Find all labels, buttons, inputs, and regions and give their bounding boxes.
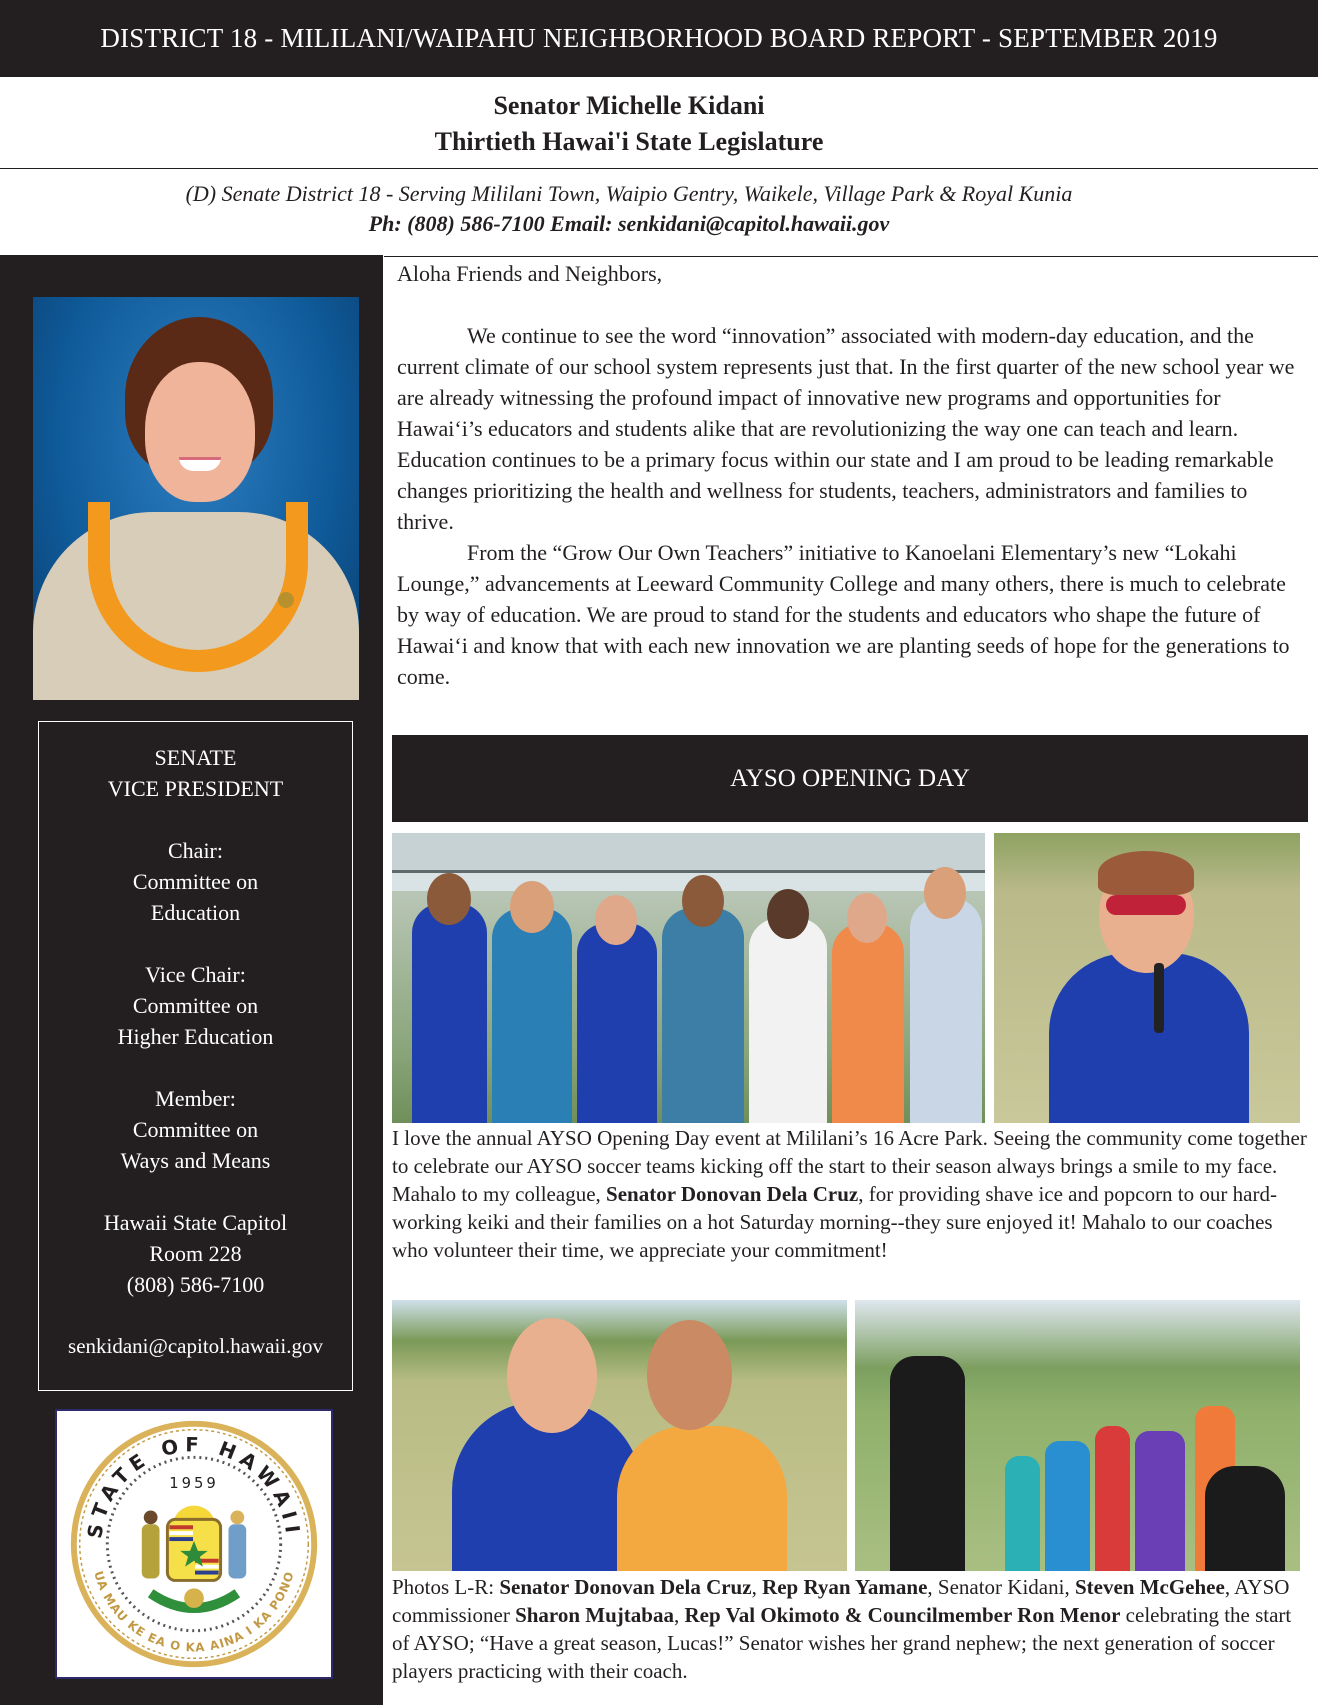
role-line: Committee on xyxy=(132,869,259,894)
letter-body xyxy=(397,258,1302,692)
senator-info-box xyxy=(38,721,353,1391)
role-line: Ways and Means xyxy=(120,1148,271,1173)
role-label: Member: xyxy=(155,1086,236,1111)
speaker-photo xyxy=(994,833,1300,1123)
senator-header xyxy=(0,88,1258,160)
letter-paragraph: From the “Grow Our Own Teachers” initiative to Kanoelani Elementary’s new “Lokahi Lounge,” advancements at Leeward Community College and many others, there is much to celebrate by way of education. We are proud to stand for the students and educators who shape the future of Hawai‘i and know that with each new innovation we are planting seeds of hope for the generations to come. xyxy=(397,540,1290,689)
caption-text: celebrating the start of AYSO; “Have a great season, Lucas!” Senator wishes her grand nephew; the next generation of soccer players practicing with their coach. xyxy=(392,1603,1292,1683)
caption-name: Steven McGehee xyxy=(1074,1575,1225,1599)
role-vice-chair xyxy=(39,959,352,1052)
seal-top-text: STATE OF HAWAII xyxy=(83,1433,305,1541)
role-label: Vice Chair: xyxy=(145,962,246,987)
caption-name: Senator Donovan Dela Cruz xyxy=(499,1575,752,1599)
content-divider xyxy=(384,256,1318,257)
caption-text: , for providing shave ice and popcorn to our hard-working keiki and their families on a hot Saturday morning--they sure enjoyed it! Mahalo to our coaches who volunteer their time, we appreciate your commitment! xyxy=(392,1182,1277,1262)
office-room: Room 228 xyxy=(149,1241,242,1266)
role-member xyxy=(39,1083,352,1176)
role-label: Chair: xyxy=(168,838,223,863)
office-building: Hawaii State Capitol xyxy=(103,1210,288,1235)
senator-portrait xyxy=(33,297,359,700)
role-line: Committee on xyxy=(132,993,259,1018)
caption-text: , Senator Kidani, xyxy=(927,1575,1075,1599)
practice-photo xyxy=(855,1300,1300,1571)
role-chair xyxy=(39,835,352,928)
email-link[interactable]: senkidani@capitol.hawaii.gov xyxy=(68,1334,323,1358)
header-divider xyxy=(0,168,1318,169)
office-address xyxy=(39,1207,352,1300)
ayso-section-heading xyxy=(392,735,1308,822)
sidebar xyxy=(0,255,383,1705)
title-line: SENATE xyxy=(154,745,237,770)
report-title: DISTRICT 18 - MILILANI/WAIPAHU NEIGHBORHOOD BOARD REPORT - SEPTEMBER 2019 xyxy=(100,23,1218,53)
salutation: Aloha Friends and Neighbors, xyxy=(397,261,663,286)
seal-year: 1959 xyxy=(169,1474,219,1492)
state-seal xyxy=(55,1409,333,1679)
state-seal-graphic xyxy=(57,1411,331,1677)
contact-line: Ph: (808) 586-7100 Email: senkidani@capitol.hawaii.gov xyxy=(368,211,890,236)
role-line: Committee on xyxy=(132,1117,259,1142)
title-line: VICE PRESIDENT xyxy=(107,776,284,801)
letter-paragraph: We continue to see the word “innovation” associated with modern-day education, and the current climate of our school system represents just that. In the first quarter of the new school year we are already witnessing the profound impact of innovative new programs and opportunities for Hawai‘i’s educators and students alike that are revolutionizing the way one can teach and learn. Education continues to be a primary focus within our state and I am proud to be leading remarkable changes prioritizing the health and wellness for students, teachers, administrators and families to thrive. xyxy=(397,323,1295,534)
office-phone: (808) 586-7100 xyxy=(126,1272,265,1297)
caption-text: I love the annual AYSO Opening Day event at Mililani’s 16 Acre Park. Seeing the community come together to celebrate our AYSO soccer teams kicking off the start to their season always brings a smile to my face. Mahalo to my colleague, xyxy=(392,1126,1307,1206)
caption-text: Photos L-R: xyxy=(392,1575,500,1599)
ayso-heading-text: AYSO OPENING DAY xyxy=(730,764,970,792)
caption-text: , xyxy=(751,1575,763,1599)
legislature-name: Thirtieth Hawai'i State Legislature xyxy=(434,127,824,156)
role-line: Education xyxy=(150,900,241,925)
role-line: Higher Education xyxy=(117,1024,274,1049)
caption-name: Rep Ryan Yamane xyxy=(762,1575,928,1599)
ayso-caption xyxy=(392,1124,1308,1264)
caption-text: , xyxy=(673,1603,685,1627)
photos-caption xyxy=(392,1573,1308,1685)
caption-name: Sharon Mujtabaa xyxy=(515,1603,674,1627)
senator-name: Senator Michelle Kidani xyxy=(493,91,765,120)
caption-text: , AYSO commissioner xyxy=(392,1575,1290,1627)
nephew-photo xyxy=(392,1300,847,1571)
group-photo xyxy=(392,833,985,1123)
seal-motto: UA MAU KE EA O KA AINA I KA PONO xyxy=(91,1569,297,1655)
district-line: (D) Senate District 18 - Serving Mililani Town, Waipio Gentry, Waikele, Village Park & Royal Kunia xyxy=(185,181,1073,206)
caption-name: Rep Val Okimoto & Councilmember Ron Menor xyxy=(684,1603,1121,1627)
senate-title xyxy=(39,742,352,804)
caption-name: Senator Donovan Dela Cruz xyxy=(606,1182,859,1206)
report-title-bar xyxy=(0,0,1318,77)
